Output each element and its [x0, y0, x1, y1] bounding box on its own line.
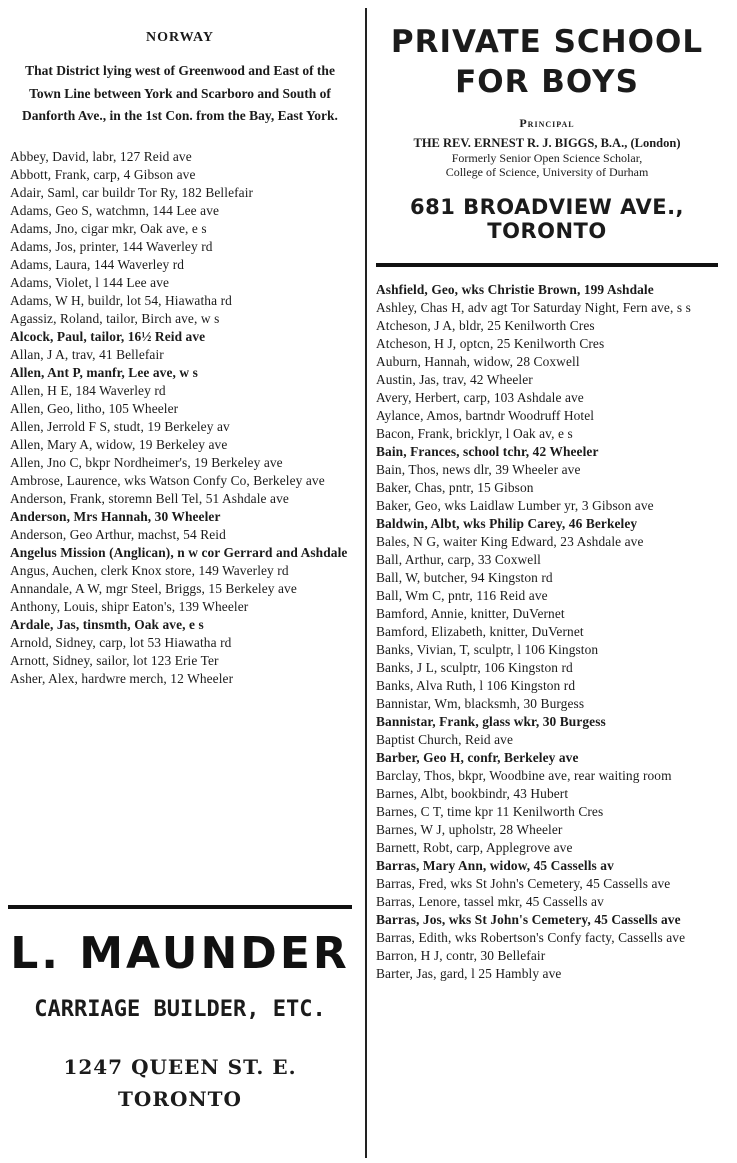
- school-title: [376, 22, 718, 102]
- column-divider: [365, 8, 367, 1158]
- directory-entry: Anderson, Frank, storemn Bell Tel, 51 Ashdale ave: [10, 490, 289, 506]
- principal-credential-1: Formerly Senior Open Science Scholar,: [451, 151, 643, 165]
- directory-entry: Ashfield, Geo, wks Christie Brown, 199 Ashdale: [376, 282, 654, 297]
- section-heading: NORWAY: [145, 30, 214, 45]
- directory-entry: Adair, Saml, car buildr Tor Ry, 182 Bellefair: [10, 184, 254, 200]
- directory-entry: Banks, Alva Ruth, l 106 Kingston rd: [376, 678, 576, 693]
- directory-entry: Adams, Laura, 144 Waverley rd: [10, 256, 185, 272]
- directory-entry: Ball, Arthur, carp, 33 Coxwell: [376, 552, 541, 567]
- directory-entry: Bamford, Elizabeth, knitter, DuVernet: [376, 624, 584, 639]
- ad-rule: [8, 905, 352, 909]
- directory-entry: Ashley, Chas H, adv agt Tor Saturday Night, Fern ave, s s: [376, 300, 691, 315]
- directory-entry: Allen, Ant P, manfr, Lee ave, w s: [10, 364, 198, 380]
- ad-business-city: TORONTO: [118, 1087, 242, 1111]
- directory-entry: Barnes, Albt, bookbindr, 43 Hubert: [376, 786, 569, 801]
- directory-entry: Ardale, Jas, tinsmth, Oak ave, e s: [10, 616, 204, 632]
- directory-entry: Barnett, Robt, carp, Applegrove ave: [376, 840, 573, 855]
- directory-entry: Aylance, Amos, bartndr Woodruff Hotel: [376, 408, 595, 423]
- directory-entry: Barter, Jas, gard, l 25 Hambly ave: [376, 966, 562, 981]
- directory-entry: Barras, Mary Ann, widow, 45 Cassells av: [376, 858, 614, 873]
- directory-entry: Anthony, Louis, shipr Eaton's, 139 Wheeler: [10, 598, 249, 614]
- directory-entry: Bacon, Frank, bricklyr, l Oak av, e s: [376, 426, 573, 441]
- directory-entry: Baker, Geo, wks Laidlaw Lumber yr, 3 Gibson ave: [376, 498, 654, 513]
- directory-entry: Barclay, Thos, bkpr, Woodbine ave, rear waiting room: [376, 768, 672, 783]
- directory-entry: Barnes, C T, time kpr 11 Kenilworth Cres: [376, 804, 604, 819]
- directory-entry: Bannistar, Frank, glass wkr, 30 Burgess: [376, 714, 606, 729]
- principal-credential-2: College of Science, University of Durham: [445, 165, 649, 179]
- directory-entry: Barras, Edith, wks Robertson's Confy facty, Cassells ave: [376, 930, 686, 945]
- directory-entry: Barron, H J, contr, 30 Bellefair: [376, 948, 546, 963]
- directory-entry: Arnott, Sidney, sailor, lot 123 Erie Ter: [10, 652, 219, 668]
- left-column: [10, 30, 350, 688]
- directory-entry: Asher, Alex, hardwre merch, 12 Wheeler: [10, 670, 234, 686]
- directory-entry: Auburn, Hannah, widow, 28 Coxwell: [376, 354, 580, 369]
- directory-entry: Allen, H E, 184 Waverley rd: [10, 382, 166, 398]
- maunder-advertisement: [8, 905, 352, 1115]
- directory-entry: Allen, Jerrold F S, studt, 19 Berkeley av: [10, 418, 230, 434]
- directory-entry: Bain, Thos, news dlr, 39 Wheeler ave: [376, 462, 581, 477]
- school-title-line2: FOR BOYS: [455, 64, 639, 100]
- left-entry-list: [10, 148, 350, 688]
- ad-business-name: L. MAUNDER: [10, 928, 350, 979]
- directory-entry: Agassiz, Roland, tailor, Birch ave, w s: [10, 310, 220, 326]
- directory-entry: Alcock, Paul, tailor, 16½ Reid ave: [10, 328, 206, 344]
- directory-entry: Anderson, Geo Arthur, machst, 54 Reid: [10, 526, 226, 542]
- directory-entry: Arnold, Sidney, carp, lot 53 Hiawatha rd: [10, 634, 232, 650]
- school-advertisement: [376, 22, 718, 267]
- directory-entry: Barras, Jos, wks St John's Cemetery, 45 Cassells ave: [376, 912, 681, 927]
- directory-entry: Allen, Mary A, widow, 19 Berkeley ave: [10, 436, 228, 452]
- directory-entry: Atcheson, H J, optcn, 25 Kenilworth Cres: [376, 336, 605, 351]
- directory-entry: Angelus Mission (Anglican), n w cor Gerrard and Ashdale: [10, 544, 348, 560]
- directory-entry: Bamford, Annie, knitter, DuVernet: [376, 606, 565, 621]
- directory-entry: Adams, W H, buildr, lot 54, Hiawatha rd: [10, 292, 232, 308]
- directory-entry: Barnes, W J, upholstr, 28 Wheeler: [376, 822, 563, 837]
- directory-entry: Bales, N G, waiter King Edward, 23 Ashdale ave: [376, 534, 644, 549]
- directory-entry: Baptist Church, Reid ave: [376, 732, 514, 747]
- directory-entry: Angus, Auchen, clerk Knox store, 149 Waverley rd: [10, 562, 289, 578]
- directory-entry: Bain, Frances, school tchr, 42 Wheeler: [376, 444, 599, 459]
- directory-entry: Allan, J A, trav, 41 Bellefair: [10, 346, 164, 362]
- directory-entry: Adams, Geo S, watchmn, 144 Lee ave: [10, 202, 220, 218]
- directory-entry: Anderson, Mrs Hannah, 30 Wheeler: [10, 508, 221, 524]
- right-entry-list: [376, 281, 718, 983]
- directory-entry: Banks, Vivian, T, sculptr, l 106 Kingston: [376, 642, 599, 657]
- directory-entry: Abbott, Frank, carp, 4 Gibson ave: [10, 166, 196, 182]
- directory-entry: Austin, Jas, trav, 42 Wheeler: [376, 372, 533, 387]
- directory-entry: Avery, Herbert, carp, 103 Ashdale ave: [376, 390, 584, 405]
- directory-entry: Atcheson, J A, bldr, 25 Kenilworth Cres: [376, 318, 595, 333]
- ad-business-address: 1247 QUEEN ST. E.: [63, 1055, 297, 1079]
- directory-entry: Adams, Jno, cigar mkr, Oak ave, e s: [10, 220, 207, 236]
- principal-label: Principal: [519, 116, 575, 130]
- directory-entry: Ball, Wm C, pntr, 116 Reid ave: [376, 588, 548, 603]
- right-column: [376, 22, 718, 983]
- principal-name: THE REV. ERNEST R. J. BIGGS, B.A., (London): [413, 136, 681, 150]
- school-address: 681 BROADVIEW AVE., TORONTO: [409, 195, 685, 243]
- school-title-line1: PRIVATE SCHOOL: [390, 24, 704, 60]
- directory-entry: Barber, Geo H, confr, Berkeley ave: [376, 750, 579, 765]
- directory-entry: Baldwin, Albt, wks Philip Carey, 46 Berkeley: [376, 516, 638, 531]
- directory-entry: Barras, Fred, wks St John's Cemetery, 45 Cassells ave: [376, 876, 671, 891]
- directory-entry: Abbey, David, labr, 127 Reid ave: [10, 148, 192, 164]
- directory-entry: Ambrose, Laurence, wks Watson Confy Co, Berkeley ave: [10, 472, 325, 488]
- directory-entry: Barras, Lenore, tassel mkr, 45 Cassells av: [376, 894, 604, 909]
- directory-entry: Allen, Jno C, bkpr Nordheimer's, 19 Berkeley ave: [10, 454, 283, 470]
- directory-entry: Bannistar, Wm, blacksmh, 30 Burgess: [376, 696, 585, 711]
- district-description: That District lying west of Greenwood and East of the Town Line between York and Scarboro and South of Danforth Ave., in the 1st Con. from the Bay, East York.: [22, 63, 338, 123]
- directory-entry: Allen, Geo, litho, 105 Wheeler: [10, 400, 179, 416]
- directory-entry: Banks, J L, sculptr, 106 Kingston rd: [376, 660, 573, 675]
- directory-entry: Baker, Chas, pntr, 15 Gibson: [376, 480, 534, 495]
- directory-entry: Adams, Jos, printer, 144 Waverley rd: [10, 238, 213, 254]
- ad-rule: [376, 263, 718, 267]
- directory-entry: Adams, Violet, l 144 Lee ave: [10, 274, 170, 290]
- ad-business-trade: CARRIAGE BUILDER, ETC.: [34, 997, 326, 1022]
- directory-entry: Ball, W, butcher, 94 Kingston rd: [376, 570, 553, 585]
- directory-entry: Annandale, A W, mgr Steel, Briggs, 15 Berkeley ave: [10, 580, 297, 596]
